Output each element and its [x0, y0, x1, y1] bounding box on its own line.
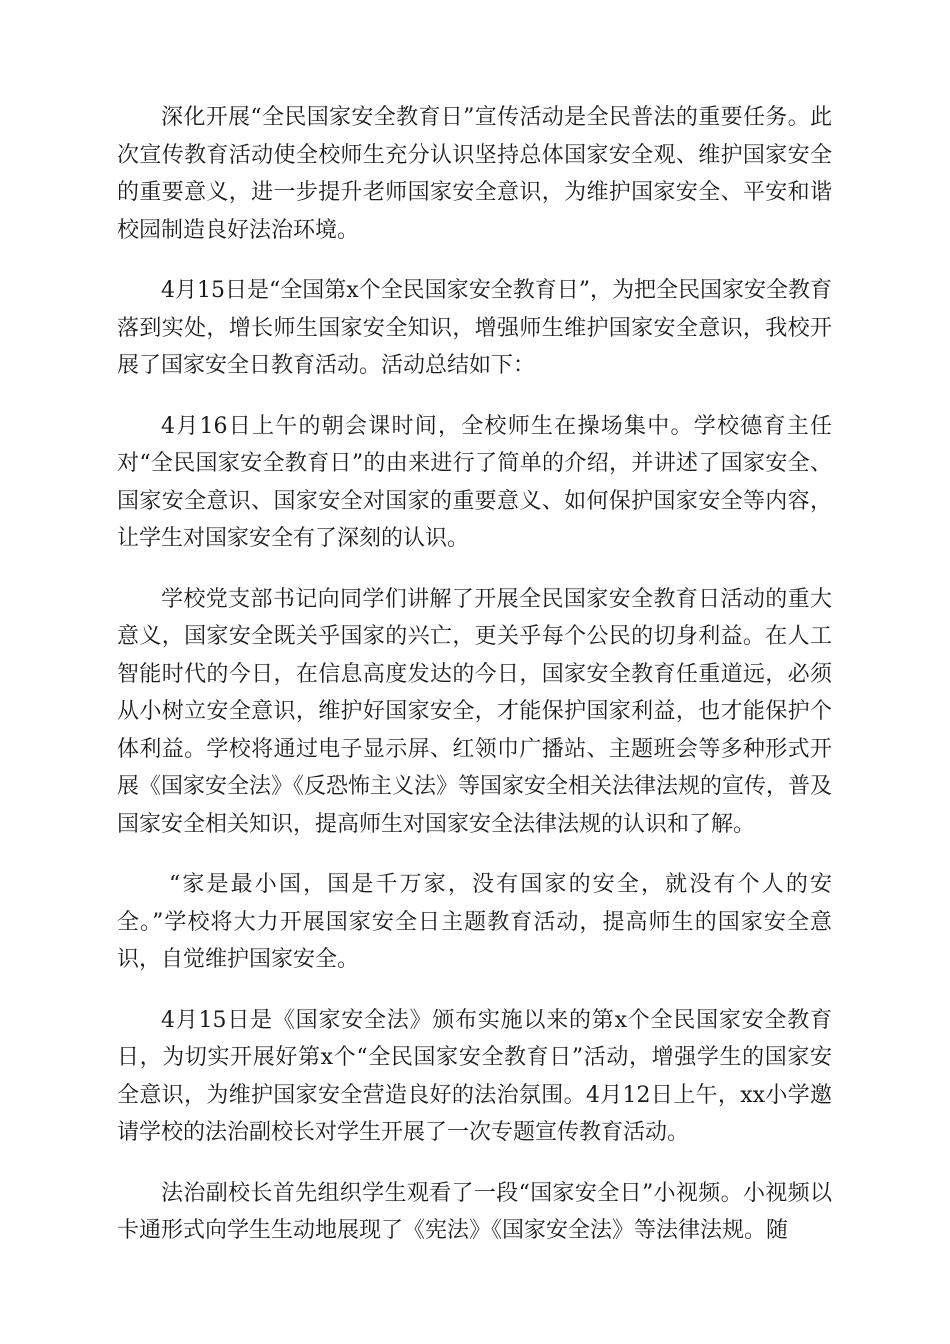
paragraph-1: 深化开展“全民国家安全教育日”宣传活动是全民普法的重要任务。此次宣传教育活动使全校师生充分认识坚持总体国家安全观、维护国家安全的重要意义，进一步提升老师国家安全意识，为维护国家安全、平安和谐校园制造良好法治环境。 [117, 105, 832, 243]
document-body [117, 99, 832, 1273]
paragraph-7: 法治副校长首先组织学生观看了一段“国家安全日”小视频。小视频以卡通形式向学生生动地展现了《宪法》《国家安全法》等法律法规。随 [117, 1180, 832, 1243]
paragraph-2: 4月15日是“全国第x个全民国家安全教育日”，为把全民国家安全教育落到实处，增长师生国家安全知识，增强师生维护国家安全意识，我校开展了国家安全日教育活动。活动总结如下： [117, 278, 832, 378]
paragraph-5: “家是最小国，国是千万家，没有国家的安全，就没有个人的安全。”学校将大力开展国家安全日主题教育活动，提高师生的国家安全意识，自觉维护国家安全。 [117, 872, 832, 972]
paragraph-4: 学校党支部书记向同学们讲解了开展全民国家安全教育日活动的重大意义，国家安全既关乎国家的兴亡，更关乎每个公民的切身利益。在人工智能时代的今日，在信息高度发达的今日，国家安全教育任重道远，必须从小树立安全意识，维护好国家安全，才能保护国家利益，也才能保护个体利益。学校将通过电子显示屏、红领巾广播站、主题班会等多种形式开展《国家安全法》《反恐怖主义法》等国家安全相关法律法规的宣传，普及国家安全相关知识，提高师生对国家安全法律法规的认识和了解。 [117, 586, 833, 837]
paragraph-6: 4月15日是《国家安全法》颁布实施以来的第x个全民国家安全教育日，为切实开展好第x个“全民国家安全教育日”活动，增强学生的国家安全意识，为维护国家安全营造良好的法治氛围。4月12日上午，xx小学邀请学校的法治副校长对学生开展了一次专题宣传教育活动。 [117, 1007, 832, 1145]
paragraph-3: 4月16日上午的朝会课时间，全校师生在操场集中。学校德育主任对“全民国家安全教育日”的由来进行了简单的介绍，并讲述了国家安全、国家安全意识、国家安全对国家的重要意义、如何保护国家安全等内容，让学生对国家安全有了深刻的认识。 [117, 413, 832, 551]
